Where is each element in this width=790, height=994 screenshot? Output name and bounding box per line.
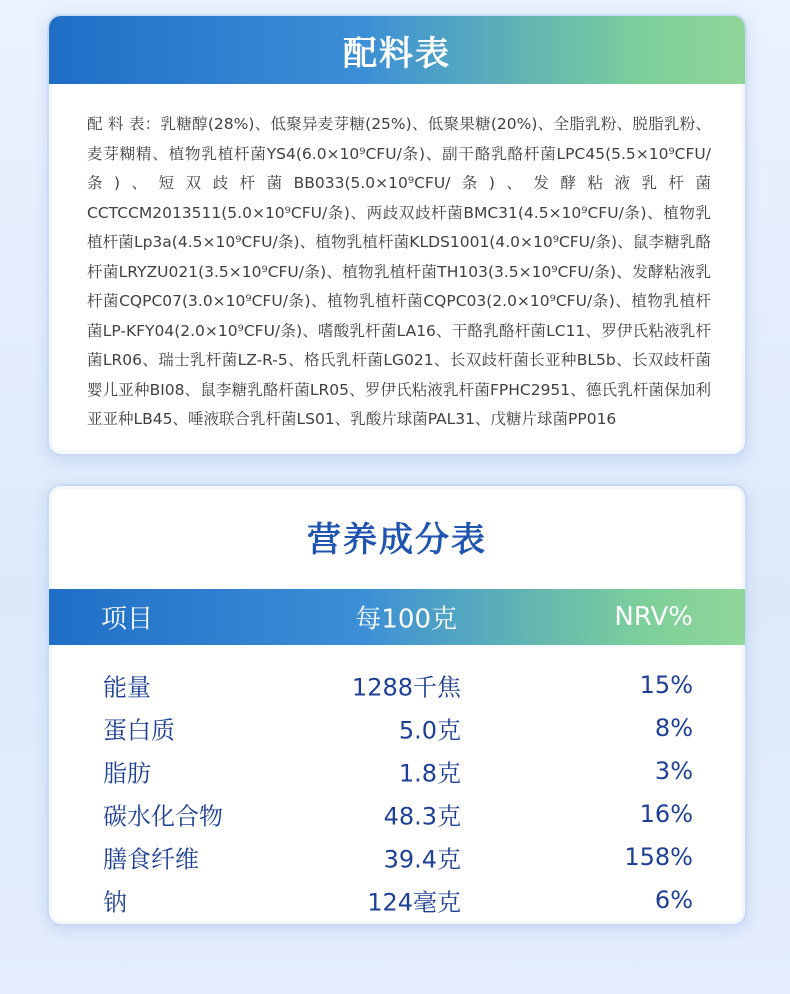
- row-nrv: 15%: [639, 670, 693, 699]
- table-row: [49, 792, 745, 835]
- table-row: [49, 749, 745, 792]
- row-per100: 1288千焦: [351, 673, 461, 701]
- row-nrv: 158%: [624, 842, 693, 871]
- row-per100: 124毫克: [367, 888, 461, 916]
- ingredients-title: 配料表: [343, 33, 451, 74]
- ingredients-banner: [49, 16, 745, 84]
- nutrition-table-body: [49, 663, 745, 921]
- row-item: 碳水化合物: [103, 802, 223, 830]
- row-per100: 48.3克: [383, 802, 461, 830]
- row-item: 钠: [103, 888, 127, 916]
- row-per100: 5.0克: [398, 716, 461, 744]
- header-item: 项目: [101, 604, 154, 635]
- nutrition-table-header: [49, 589, 745, 645]
- row-nrv: 3%: [654, 756, 693, 785]
- header-nrv: NRV%: [614, 602, 693, 632]
- ingredients-card: [47, 14, 747, 456]
- ingredients-text: 配 料 表：乳糖醇(28%)、低聚异麦芽糖(25%)、低聚果糖(20%)、全脂乳粉、脱脂乳粉、麦芽糊精、植物乳植杆菌YS4(6.0×10⁹CFU/条)、副干酪乳酪杆菌LPC45(5.5×10⁹CFU/条)、短双歧杆菌BB033(5.0×10⁹CFU/条)、发酵粘液乳杆菌CCTCCM2013511(5.0×10⁹CFU/条)、两歧双歧杆菌BMC31(4.5×10⁹CFU/条)、植物乳植杆菌Lp3a(4.5×10⁹CFU/条)、植物乳植杆菌KLDS1001(4.0×10⁹CFU/条)、鼠李糖乳酪杆菌LRYZU021(3.5×10⁹CFU/条)、植物乳植杆菌TH103(3.5×10⁹CFU/条)、发酵粘液乳杆菌CQPC07(3.0×10⁹CFU/条)、植物乳植杆菌CQPC03(2.0×10⁹CFU/条)、植物乳植杆菌LP-KFY04(2.0×10⁹CFU/条)、嗜酸乳杆菌LA16、干酪乳酪杆菌LC11、罗伊氏粘液乳杆菌LR06、瑞士乳杆菌LZ-R-5、格氏乳杆菌LG021、长双歧杆菌长亚种BL5b、长双歧杆菌婴儿亚种BI08、鼠李糖乳酪杆菌LR05、罗伊氏粘液乳杆菌FPHC2951、德氏乳杆菌保加利亚亚种LB45、唾液联合乳杆菌LS01、乳酸片球菌PAL31、戊糖片球菌PP016: [87, 115, 711, 428]
- row-item: 膳食纤维: [103, 845, 199, 873]
- table-row: [49, 835, 745, 878]
- row-nrv: 6%: [654, 885, 693, 914]
- row-nrv: 16%: [639, 799, 693, 828]
- nutrition-card: [47, 484, 747, 926]
- row-item: 能量: [103, 673, 151, 701]
- row-item: 脂肪: [103, 759, 151, 787]
- nutrition-title: 营养成分表: [307, 520, 487, 560]
- table-row: [49, 663, 745, 706]
- row-nrv: 8%: [654, 713, 693, 742]
- row-per100: 39.4克: [383, 845, 461, 873]
- row-item: 蛋白质: [103, 716, 175, 744]
- row-per100: 1.8克: [398, 759, 461, 787]
- table-row: [49, 706, 745, 749]
- header-per100: 每100克: [355, 604, 457, 635]
- table-row: [49, 878, 745, 921]
